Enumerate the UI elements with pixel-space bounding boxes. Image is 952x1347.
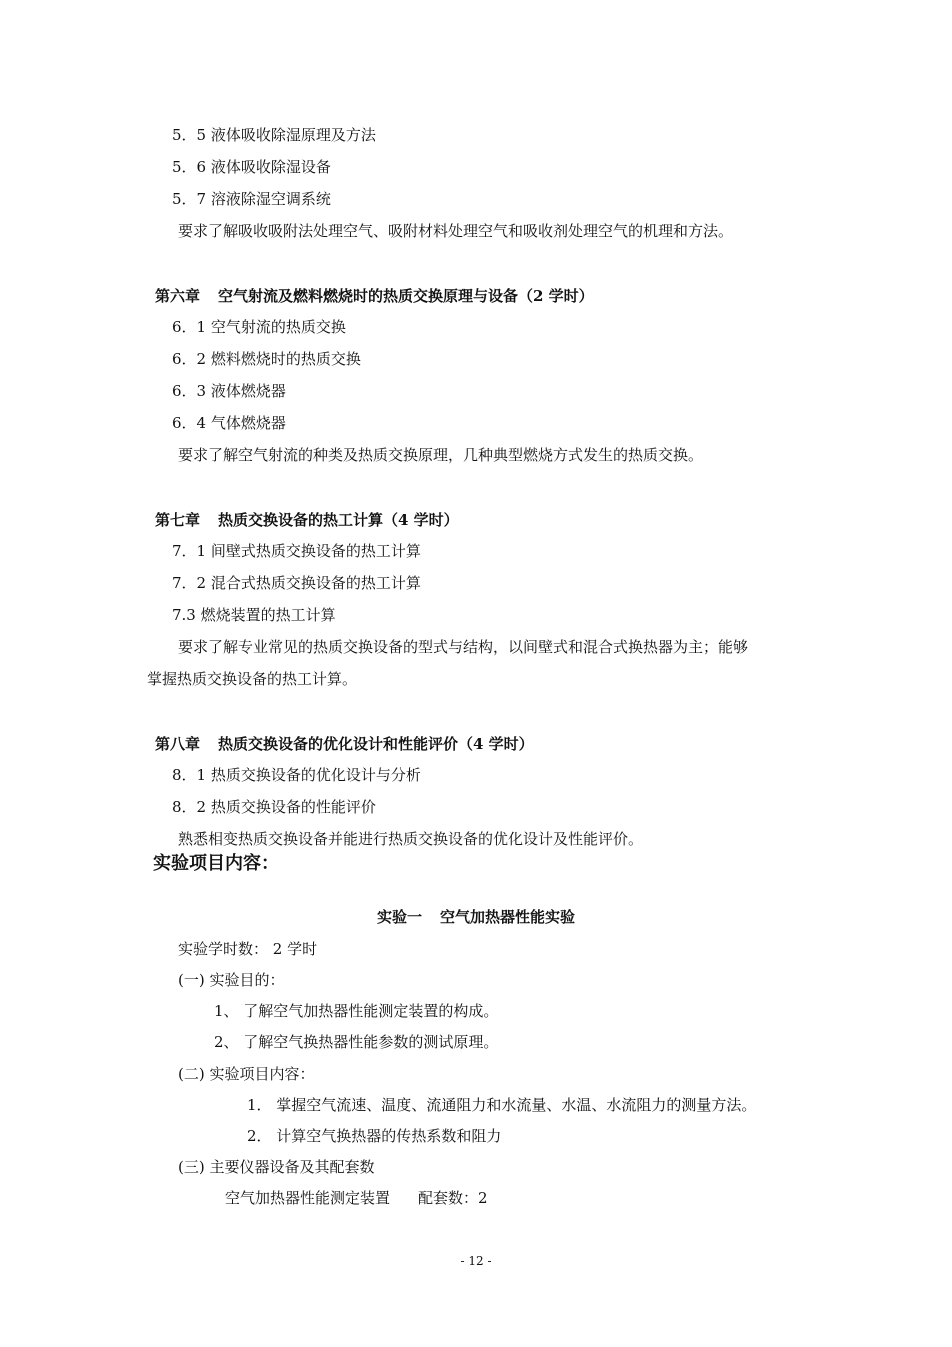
chapter6-number: 第六章 xyxy=(155,287,201,305)
chapter7-requirement-line2: 掌握热质交换设备的热工计算。 xyxy=(147,670,358,688)
chapter7-heading xyxy=(155,510,459,530)
chapter8-heading xyxy=(155,734,534,754)
equipment-count: 配套数：2 xyxy=(418,1189,488,1207)
experiment1-purpose-label: (一) 实验目的： xyxy=(178,971,285,989)
chapter7-item-2: 7．2 混合式热质交换设备的热工计算 xyxy=(172,574,421,592)
chapter8-title: 热质交换设备的优化设计和性能评价（4 学时） xyxy=(218,735,534,753)
chapter8-requirement: 熟悉相变热质交换设备并能进行热质交换设备的优化设计及性能评价。 xyxy=(178,830,644,848)
chapter6-heading xyxy=(155,286,594,306)
experiment1-equipment-line xyxy=(225,1188,488,1208)
experiment1-purpose-item-1: 1、 了解空气加热器性能测定装置的构成。 xyxy=(214,1002,499,1020)
chapter8-number: 第八章 xyxy=(155,735,201,753)
chapter6-title: 空气射流及燃料燃烧时的热质交换原理与设备（2 学时） xyxy=(218,287,594,305)
page-number: - 12 - xyxy=(460,1254,492,1268)
chapter6-item-3: 6．3 液体燃烧器 xyxy=(172,382,286,400)
section5-item-7: 5．7 溶液除湿空调系统 xyxy=(172,190,331,208)
section5-item-5: 5．5 液体吸收除湿原理及方法 xyxy=(172,126,376,144)
experiment1-title xyxy=(0,907,952,927)
chapter6-item-2: 6．2 燃料燃烧时的热质交换 xyxy=(172,350,361,368)
experiment1-content-label: (二) 实验项目内容： xyxy=(178,1065,315,1083)
experiment1-purpose-item-2: 2、 了解空气换热器性能参数的测试原理。 xyxy=(214,1033,499,1051)
chapter6-item-1: 6．1 空气射流的热质交换 xyxy=(172,318,346,336)
section5-item-6: 5．6 液体吸收除湿设备 xyxy=(172,158,331,176)
chapter7-item-3: 7.3 燃烧装置的热工计算 xyxy=(172,606,336,624)
chapter7-requirement-line1: 要求了解专业常见的热质交换设备的型式与结构，以间壁式和混合式换热器为主；能够 xyxy=(178,638,749,656)
experiment1-hours: 实验学时数： 2 学时 xyxy=(178,940,318,958)
chapter7-item-1: 7．1 间壁式热质交换设备的热工计算 xyxy=(172,542,421,560)
chapter8-item-1: 8．1 热质交换设备的优化设计与分析 xyxy=(172,766,421,784)
experiments-heading: 实验项目内容： xyxy=(153,853,279,874)
chapter7-title: 热质交换设备的热工计算（4 学时） xyxy=(218,511,459,529)
equipment-device: 空气加热器性能测定装置 xyxy=(225,1189,391,1207)
chapter6-requirement: 要求了解空气射流的种类及热质交换原理，几种典型燃烧方式发生的热质交换。 xyxy=(178,446,704,464)
chapter6-item-4: 6．4 气体燃烧器 xyxy=(172,414,286,432)
experiment1-name: 空气加热器性能实验 xyxy=(440,908,576,926)
experiment1-number: 实验一 xyxy=(376,908,422,926)
experiment1-equipment-label: (三) 主要仪器设备及其配套数 xyxy=(178,1158,375,1176)
section5-requirement: 要求了解吸收吸附法处理空气、吸附材料处理空气和吸收剂处理空气的机理和方法。 xyxy=(178,222,734,240)
chapter8-item-2: 8．2 热质交换设备的性能评价 xyxy=(172,798,376,816)
experiment1-content-item-1: 1． 掌握空气流速、温度、流通阻力和水流量、水温、水流阻力的测量方法。 xyxy=(247,1096,757,1114)
chapter7-number: 第七章 xyxy=(155,511,201,529)
experiment1-content-item-2: 2． 计算空气换热器的传热系数和阻力 xyxy=(247,1127,502,1145)
